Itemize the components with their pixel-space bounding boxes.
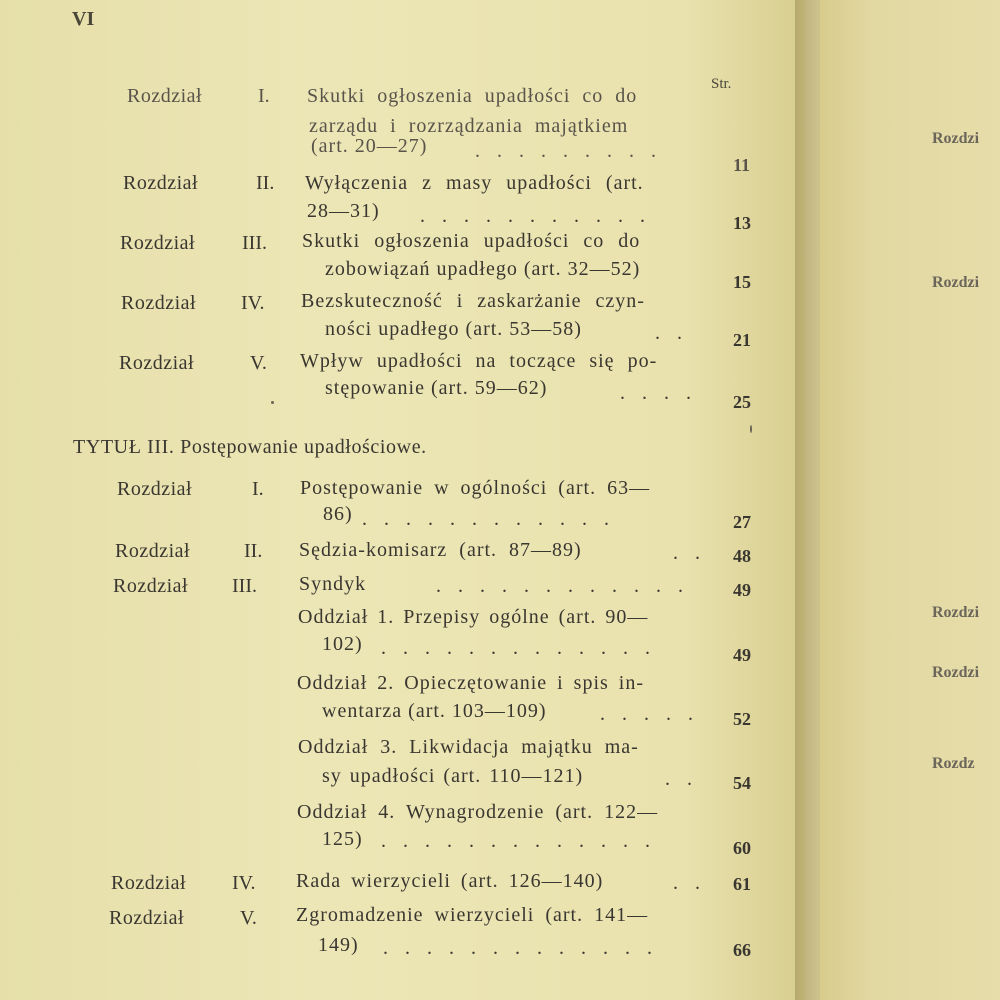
chapter-title-line2: stępowanie (art. 59—62) — [325, 377, 548, 399]
chapter-title-line2: 86) — [323, 503, 353, 525]
chapter-title-line1: Skutki ogłoszenia upadłości co do — [302, 230, 641, 252]
chapter-number: II. — [256, 172, 275, 194]
fragment-text: Rozdz — [932, 755, 975, 772]
title-heading: TYTUŁ III. Postępowanie upadłościowe. — [73, 436, 427, 458]
page-ref: 61 — [733, 874, 751, 894]
chapter-label: Rozdział — [121, 292, 197, 314]
chapter-title-line1: Postępowanie w ogólności (art. 63— — [300, 477, 651, 499]
subsection-title-line2: 102) — [322, 633, 363, 655]
chapter-title-line1: Wyłączenia z masy upadłości (art. — [305, 172, 644, 194]
chapter-label: Rozdział — [127, 85, 203, 107]
chapter-title-line1: Skutki ogłoszenia upadłości co do — [307, 85, 638, 107]
chapter-label: Rozdział — [119, 352, 195, 374]
subsection-title-line1: Oddział 3. Likwidacja majątku ma- — [298, 736, 639, 758]
dot-leader: . . — [673, 872, 706, 894]
page-ref: 13 — [733, 213, 751, 233]
chapter-number: III. — [242, 232, 267, 254]
subsection-title-line2: wentarza (art. 103—109) — [322, 700, 547, 722]
chapter-label: Rozdział — [115, 540, 191, 562]
chapter-label: Rozdział — [117, 478, 193, 500]
chapter-title-line2: 149) — [318, 934, 359, 956]
dot-leader: . . . . . — [600, 703, 699, 725]
dot-leader: . . — [673, 542, 706, 564]
dot-leader: . . . . — [620, 382, 697, 404]
chapter-title-line1: Rada wierzycieli (art. 126—140) — [296, 870, 604, 892]
page-ref: 49 — [733, 645, 751, 665]
paper-speck — [750, 425, 752, 433]
subsection-title-line2: sy upadłości (art. 110—121) — [322, 765, 584, 787]
chapter-number: II. — [244, 540, 263, 562]
chapter-title-line2: zobowiązań upadłego (art. 32—52) — [325, 258, 641, 280]
dot-leader: . . . . . . . . . . . — [420, 205, 651, 227]
chapter-number: V. — [250, 352, 267, 374]
chapter-number: IV. — [232, 872, 256, 894]
chapter-title-line1: Zgromadzenie wierzycieli (art. 141— — [296, 904, 649, 926]
chapter-title-line1: Bezskuteczność i zaskarżanie czyn- — [301, 290, 645, 312]
page-ref: 11 — [733, 155, 751, 175]
fragment-text: Rozdzi — [932, 604, 980, 621]
subsection-title-line2: 125) — [322, 828, 363, 850]
dot-leader: . . . . . . . . . . . . — [436, 575, 689, 597]
chapter-title-line2: ności upadłego (art. 53—58) — [325, 318, 582, 340]
chapter-label: Rozdział — [120, 232, 196, 254]
chapter-label: Rozdział — [109, 907, 185, 929]
paper-speck — [271, 401, 274, 404]
chapter-title-line1: Syndyk — [299, 573, 367, 595]
chapter-title-line1: Sędzia-komisarz (art. 87—89) — [299, 539, 582, 561]
page-ref: 52 — [733, 709, 751, 729]
chapter-label: Rozdział — [123, 172, 199, 194]
fragment-text: Rozdzi — [932, 664, 980, 681]
chapter-title-line1: Wpływ upadłości na toczące się po- — [300, 350, 658, 372]
dot-leader: . . . . . . . . . — [475, 140, 662, 162]
fragment-text: Rozdzi — [932, 274, 980, 291]
column-label-str: Str. — [711, 76, 732, 92]
dot-leader: . . . . . . . . . . . . . — [381, 637, 656, 659]
page-ref: 66 — [733, 940, 751, 960]
dot-leader: . . — [655, 322, 688, 344]
fragment-text: Rozdzi — [932, 130, 980, 147]
page-ref: 49 — [733, 580, 751, 600]
dot-leader: . . . . . . . . . . . . . — [383, 937, 658, 959]
chapter-number: I. — [252, 478, 264, 500]
page-ref: 21 — [733, 330, 751, 350]
chapter-title-line2: zarządu i rozrządzania majątkiem — [309, 115, 629, 137]
chapter-number: I. — [258, 85, 270, 107]
chapter-number: V. — [240, 907, 257, 929]
page-ref: 25 — [733, 392, 751, 412]
page-ref: 27 — [733, 512, 751, 532]
subsection-title-line1: Oddział 1. Przepisy ogólne (art. 90— — [298, 606, 649, 628]
subsection-title-line1: Oddział 2. Opieczętowanie i spis in- — [297, 672, 645, 694]
page-number: VI — [72, 8, 95, 30]
page-ref: 60 — [733, 838, 751, 858]
right-page — [820, 0, 1000, 1000]
chapter-label: Rozdział — [111, 872, 187, 894]
dot-leader: . . — [665, 768, 698, 790]
chapter-title-line2: 28—31) — [307, 200, 380, 222]
chapter-number: IV. — [241, 292, 265, 314]
page-ref: 54 — [733, 773, 751, 793]
chapter-label: Rozdział — [113, 575, 189, 597]
dot-leader: . . . . . . . . . . . . — [362, 508, 615, 530]
dot-leader: . . . . . . . . . . . . . — [381, 830, 656, 852]
subsection-title-line1: Oddział 4. Wynagrodzenie (art. 122— — [297, 801, 659, 823]
page-ref: 15 — [733, 272, 751, 292]
chapter-title-line3: (art. 20—27) — [311, 135, 428, 157]
chapter-number: III. — [232, 575, 257, 597]
page-ref: 48 — [733, 546, 751, 566]
